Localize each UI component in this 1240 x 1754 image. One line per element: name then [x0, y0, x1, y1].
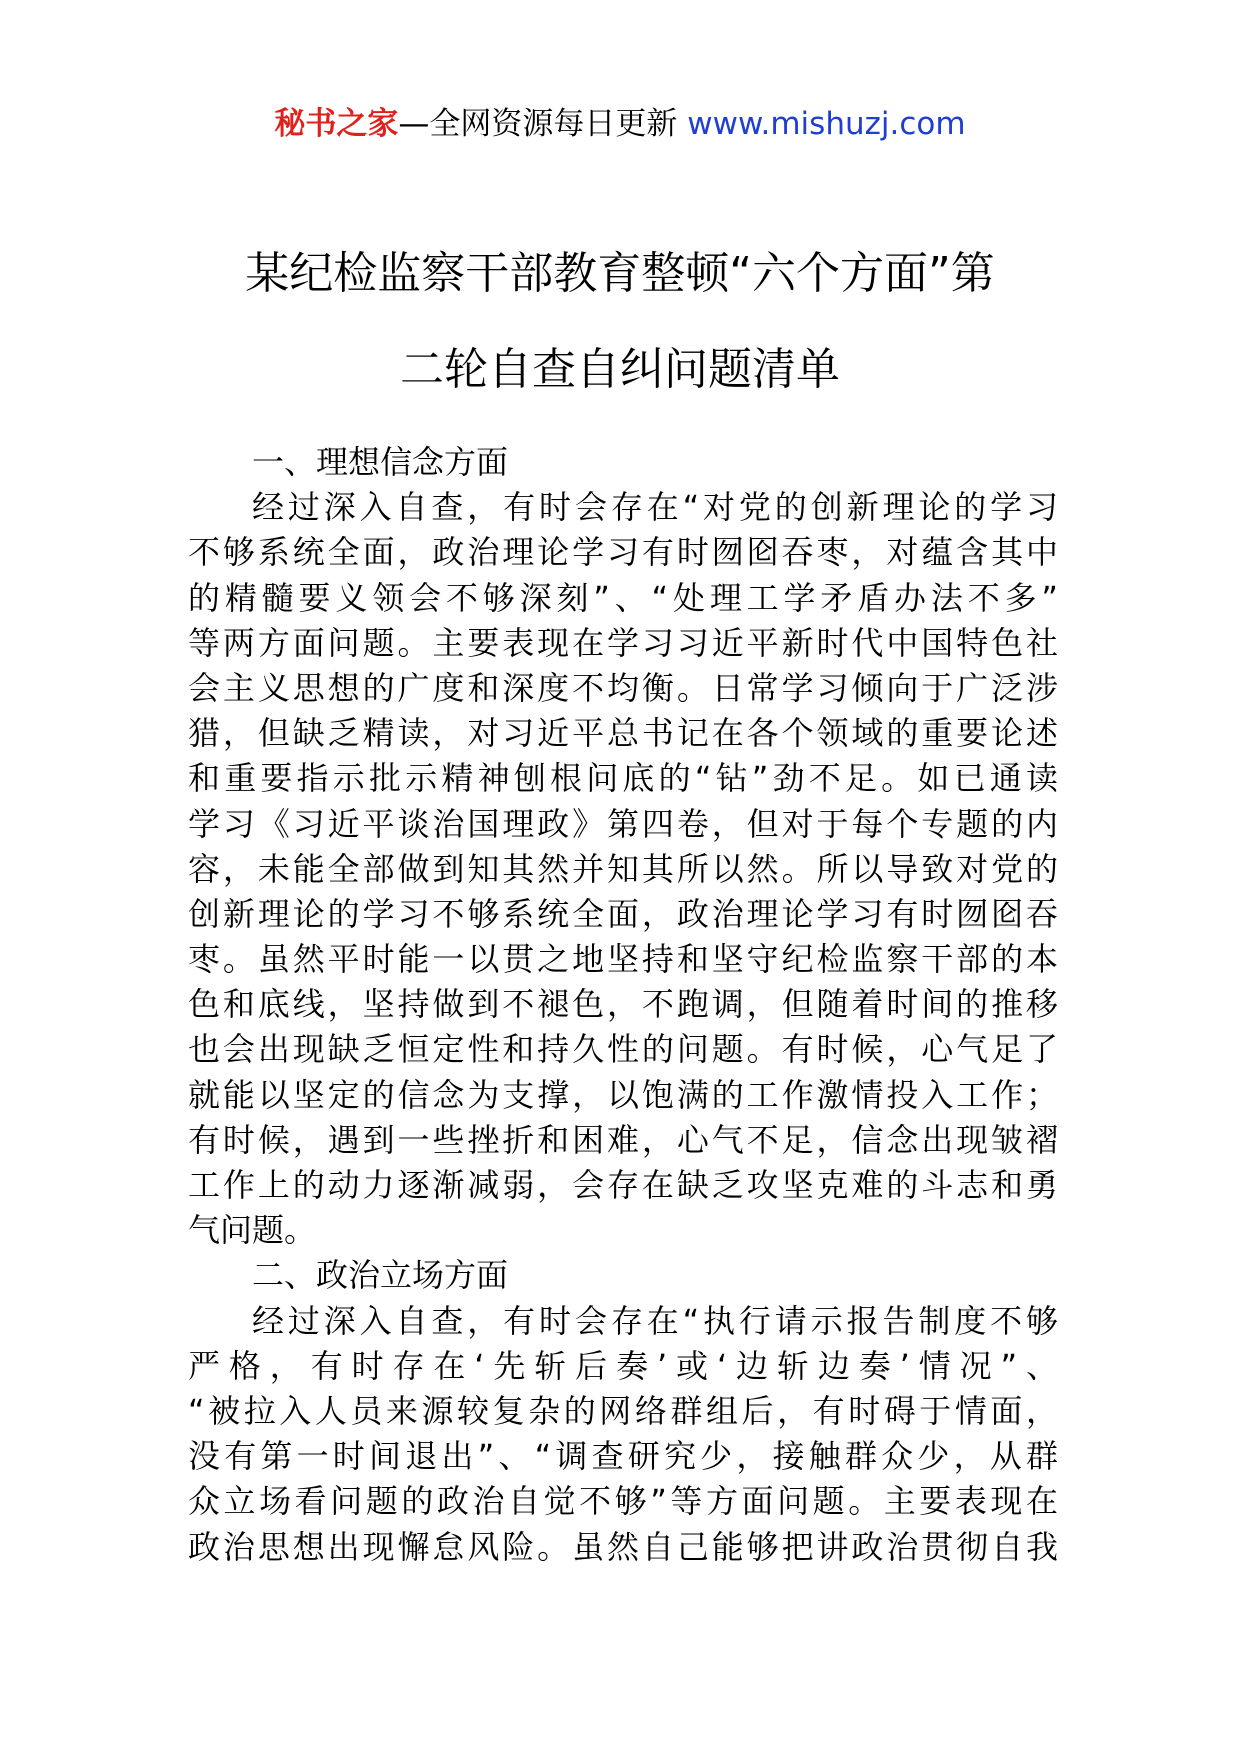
paragraph-line: 的精髓要义领会不够深刻”、“处理工学矛盾办法不多” — [188, 578, 1058, 617]
paragraph-line: 不够系统全面，政治理论学习有时囫囵吞枣，对蕴含其中 — [188, 533, 1058, 572]
paragraph-line: 会主义思想的广度和深度不均衡。日常学习倾向于广泛涉 — [188, 668, 1058, 707]
paragraph-line: 就能以坚定的信念为支撑，以饱满的工作激情投入工作； — [188, 1075, 1058, 1114]
paragraph-line: 气问题。 — [188, 1211, 317, 1250]
paragraph-line: 容，未能全部做到知其然并知其所以然。所以导致对党的 — [188, 849, 1058, 888]
site-slogan: —全网资源每日更新 — [398, 106, 688, 142]
paragraph-line: 没有第一时间退出”、“调查研究少，接触群众少，从群 — [188, 1437, 1058, 1476]
site-header — [0, 98, 1240, 150]
paragraph-line: 等两方面问题。主要表现在学习习近平新时代中国特色社 — [188, 623, 1058, 662]
document-body — [188, 440, 1058, 1570]
site-url[interactable]: www.mishuzj.com — [687, 106, 966, 142]
section-heading: 二、政治立场方面 — [252, 1256, 509, 1295]
title-line-1: 某纪检监察干部教育整顿“六个方面”第 — [245, 248, 995, 299]
paragraph-line: 猎，但缺乏精读，对习近平总书记在各个领域的重要论述 — [188, 714, 1058, 753]
site-brand: 秘书之家 — [274, 106, 399, 142]
paragraph-line: 和重要指示批示精神刨根问底的“钻”劲不足。如已通读 — [188, 759, 1058, 798]
paragraph-line: 色和底线，坚持做到不褪色，不跑调，但随着时间的推移 — [188, 985, 1058, 1024]
title-line-2: 二轮自查自纠问题清单 — [400, 344, 840, 395]
paragraph-line: 也会出现缺乏恒定性和持久性的问题。有时候，心气足了 — [188, 1030, 1058, 1069]
paragraph-line: 众立场看问题的政治自觉不够”等方面问题。主要表现在 — [188, 1482, 1058, 1521]
paragraph-line: 有时候，遇到一些挫折和困难，心气不足，信念出现皱褶 — [188, 1120, 1058, 1159]
paragraph-line: 严格，有时存在‘先斩后奏’或‘边斩边奏’情况”、 — [188, 1346, 1058, 1385]
document-title — [150, 226, 1090, 418]
paragraph-line: 枣。虽然平时能一以贯之地坚持和坚守纪检监察干部的本 — [188, 940, 1058, 979]
paragraph-line: 政治思想出现懈怠风险。虽然自己能够把讲政治贯彻自我 — [188, 1527, 1058, 1566]
paragraph-line: 创新理论的学习不够系统全面，政治理论学习有时囫囵吞 — [188, 894, 1058, 933]
section-heading: 一、理想信念方面 — [252, 443, 509, 481]
paragraph-line: “被拉入人员来源较复杂的网络群组后，有时碍于情面， — [188, 1391, 1058, 1430]
paragraph-line: 经过深入自查，有时会存在“对党的创新理论的学习 — [252, 488, 1058, 527]
paragraph-line: 学习《习近平谈治国理政》第四卷，但对于每个专题的内 — [188, 804, 1058, 843]
paragraph-line: 工作上的动力逐渐减弱，会存在缺乏攻坚克难的斗志和勇 — [188, 1166, 1058, 1204]
paragraph-line: 经过深入自查，有时会存在“执行请示报告制度不够 — [252, 1301, 1058, 1340]
